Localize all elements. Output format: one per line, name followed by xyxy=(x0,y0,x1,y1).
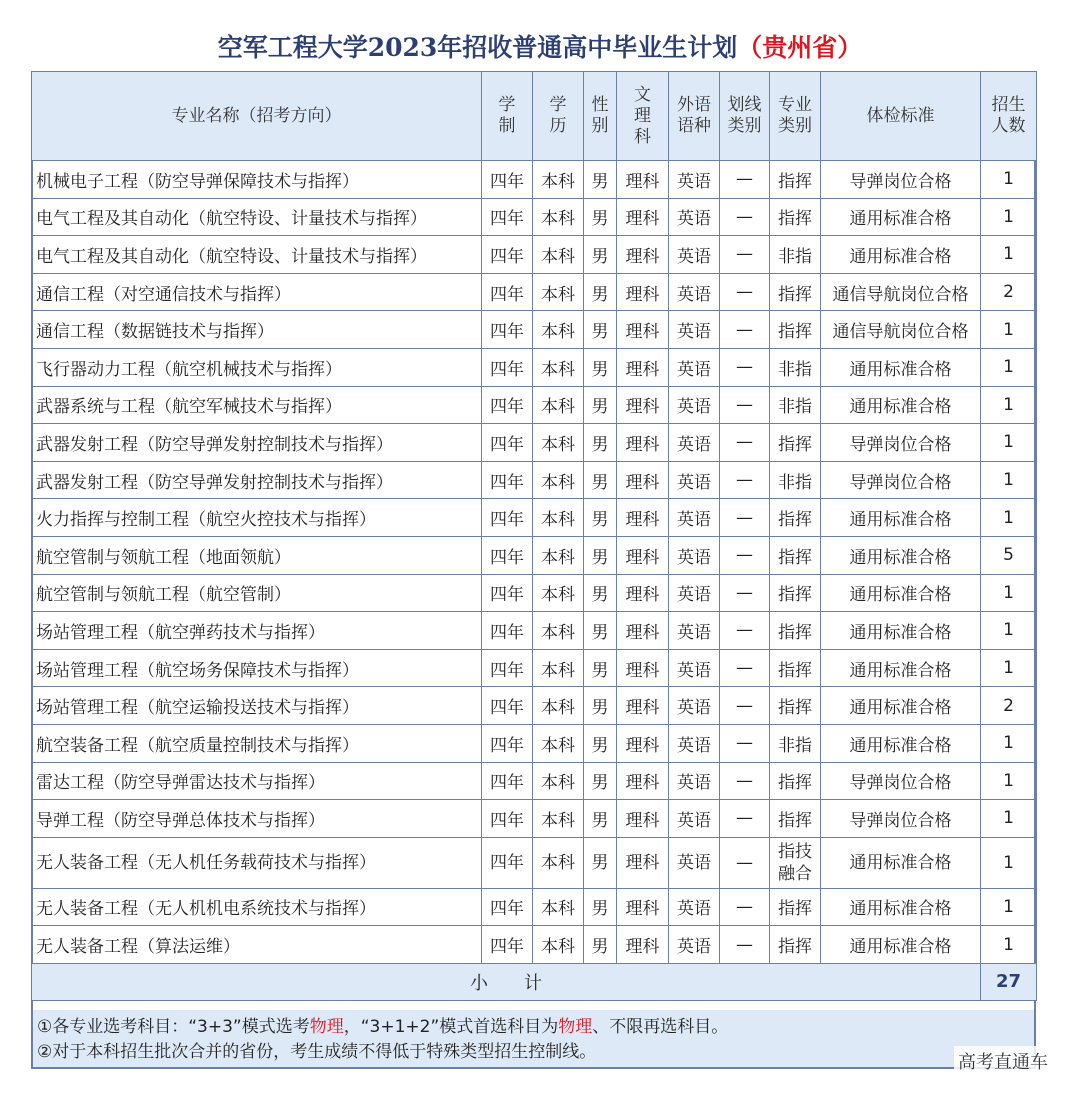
cell-major: 火力指挥与控制工程（航空火控技术与指挥） xyxy=(32,499,482,537)
cell-degree: 本科 xyxy=(533,926,584,964)
cell-degree: 本科 xyxy=(533,687,584,725)
cell-major: 场站管理工程（航空弹药技术与指挥） xyxy=(32,612,482,650)
cell-physical-standard: 通信导航岗位合格 xyxy=(821,311,981,349)
cell-track: 理科 xyxy=(617,800,669,838)
cell-degree: 本科 xyxy=(533,461,584,499)
cell-major-category: 指挥 xyxy=(770,273,821,311)
cell-language: 英语 xyxy=(669,499,720,537)
cell-enrollment: 1 xyxy=(981,499,1037,537)
cell-major-category: 指挥 xyxy=(770,800,821,838)
cell-major-category: 指挥 xyxy=(770,687,821,725)
cell-line-category: — xyxy=(720,724,770,762)
cell-language: 英语 xyxy=(669,762,720,800)
table-row xyxy=(32,198,1037,236)
cell-track: 理科 xyxy=(617,236,669,274)
cell-major-category: 非指 xyxy=(770,724,821,762)
header-enrollment: 招生 人数 xyxy=(981,72,1037,161)
cell-gender: 男 xyxy=(584,424,617,462)
cell-gender: 男 xyxy=(584,311,617,349)
cell-major: 电气工程及其自动化（航空特设、计量技术与指挥） xyxy=(32,198,482,236)
cell-gender: 男 xyxy=(584,574,617,612)
cell-major-category: 指挥 xyxy=(770,424,821,462)
cell-major: 航空管制与领航工程（地面领航） xyxy=(32,536,482,574)
cell-gender: 男 xyxy=(584,762,617,800)
cell-major: 场站管理工程（航空场务保障技术与指挥） xyxy=(32,649,482,687)
cell-language: 英语 xyxy=(669,649,720,687)
cell-gender: 男 xyxy=(584,499,617,537)
cell-major: 通信工程（对空通信技术与指挥） xyxy=(32,273,482,311)
cell-line-category: — xyxy=(720,236,770,274)
cell-line-category: — xyxy=(720,461,770,499)
cell-degree: 本科 xyxy=(533,612,584,650)
cell-duration: 四年 xyxy=(482,574,533,612)
cell-duration: 四年 xyxy=(482,348,533,386)
cell-track: 理科 xyxy=(617,311,669,349)
cell-degree: 本科 xyxy=(533,198,584,236)
table-row xyxy=(32,348,1037,386)
cell-major: 机械电子工程（防空导弹保障技术与指挥） xyxy=(32,161,482,199)
cell-language: 英语 xyxy=(669,800,720,838)
cell-degree: 本科 xyxy=(533,499,584,537)
table-row xyxy=(32,724,1037,762)
table-row xyxy=(32,236,1037,274)
cell-major: 武器发射工程（防空导弹发射控制技术与指挥） xyxy=(32,461,482,499)
cell-enrollment: 1 xyxy=(981,198,1037,236)
cell-degree: 本科 xyxy=(533,762,584,800)
cell-major: 导弹工程（防空导弹总体技术与指挥） xyxy=(32,800,482,838)
cell-duration: 四年 xyxy=(482,762,533,800)
cell-duration: 四年 xyxy=(482,236,533,274)
cell-line-category: — xyxy=(720,612,770,650)
subtotal-row xyxy=(32,963,1037,1000)
cell-language: 英语 xyxy=(669,612,720,650)
title-province: （贵州省） xyxy=(737,33,863,62)
cell-physical-standard: 通用标准合格 xyxy=(821,386,981,424)
table-row xyxy=(32,161,1037,199)
cell-gender: 男 xyxy=(584,837,617,888)
cell-language: 英语 xyxy=(669,888,720,926)
table-row xyxy=(32,424,1037,462)
header-degree: 学 历 xyxy=(533,72,584,161)
cell-enrollment: 2 xyxy=(981,687,1037,725)
cell-degree: 本科 xyxy=(533,800,584,838)
cell-track: 理科 xyxy=(617,724,669,762)
cell-physical-standard: 通用标准合格 xyxy=(821,724,981,762)
cell-degree: 本科 xyxy=(533,348,584,386)
cell-line-category: — xyxy=(720,888,770,926)
cell-track: 理科 xyxy=(617,424,669,462)
cell-track: 理科 xyxy=(617,198,669,236)
cell-duration: 四年 xyxy=(482,837,533,888)
table-row xyxy=(32,461,1037,499)
cell-enrollment: 1 xyxy=(981,311,1037,349)
cell-gender: 男 xyxy=(584,348,617,386)
cell-language: 英语 xyxy=(669,198,720,236)
cell-physical-standard: 通信导航岗位合格 xyxy=(821,273,981,311)
cell-enrollment: 1 xyxy=(981,386,1037,424)
cell-physical-standard: 导弹岗位合格 xyxy=(821,424,981,462)
cell-line-category: — xyxy=(720,499,770,537)
cell-major-category: 指挥 xyxy=(770,926,821,964)
cell-gender: 男 xyxy=(584,161,617,199)
table-row xyxy=(32,837,1037,888)
cell-enrollment: 2 xyxy=(981,273,1037,311)
cell-duration: 四年 xyxy=(482,800,533,838)
cell-enrollment: 1 xyxy=(981,888,1037,926)
cell-degree: 本科 xyxy=(533,273,584,311)
table-row xyxy=(32,536,1037,574)
cell-line-category: — xyxy=(720,687,770,725)
cell-major: 无人装备工程（无人机机电系统技术与指挥） xyxy=(32,888,482,926)
cell-duration: 四年 xyxy=(482,649,533,687)
subtotal-value: 27 xyxy=(981,963,1037,1000)
cell-major: 武器系统与工程（航空军械技术与指挥） xyxy=(32,386,482,424)
cell-physical-standard: 通用标准合格 xyxy=(821,348,981,386)
cell-enrollment: 5 xyxy=(981,536,1037,574)
cell-degree: 本科 xyxy=(533,311,584,349)
cell-language: 英语 xyxy=(669,837,720,888)
cell-physical-standard: 通用标准合格 xyxy=(821,649,981,687)
cell-language: 英语 xyxy=(669,574,720,612)
table-row xyxy=(32,574,1037,612)
cell-degree: 本科 xyxy=(533,386,584,424)
cell-track: 理科 xyxy=(617,926,669,964)
cell-major: 通信工程（数据链技术与指挥） xyxy=(32,311,482,349)
cell-major-category: 指技 融合 xyxy=(770,837,821,888)
header-language: 外语 语种 xyxy=(669,72,720,161)
cell-line-category: — xyxy=(720,198,770,236)
cell-major-category: 指挥 xyxy=(770,888,821,926)
cell-major: 无人装备工程（无人机任务载荷技术与指挥） xyxy=(32,837,482,888)
cell-physical-standard: 通用标准合格 xyxy=(821,926,981,964)
cell-major: 电气工程及其自动化（航空特设、计量技术与指挥） xyxy=(32,236,482,274)
cell-gender: 男 xyxy=(584,926,617,964)
cell-enrollment: 1 xyxy=(981,236,1037,274)
cell-gender: 男 xyxy=(584,800,617,838)
cell-major-category: 指挥 xyxy=(770,536,821,574)
cell-language: 英语 xyxy=(669,161,720,199)
cell-enrollment: 1 xyxy=(981,724,1037,762)
cell-gender: 男 xyxy=(584,236,617,274)
header-major-category: 专业 类别 xyxy=(770,72,821,161)
cell-duration: 四年 xyxy=(482,273,533,311)
header-track: 文 理 科 xyxy=(617,72,669,161)
cell-degree: 本科 xyxy=(533,236,584,274)
note-2: ②对于本科招生批次合并的省份，考生成绩不得低于特殊类型招生控制线。 xyxy=(37,1042,597,1062)
cell-language: 英语 xyxy=(669,926,720,964)
cell-line-category: — xyxy=(720,348,770,386)
cell-major-category: 非指 xyxy=(770,386,821,424)
cell-line-category: — xyxy=(720,273,770,311)
cell-physical-standard: 通用标准合格 xyxy=(821,198,981,236)
cell-degree: 本科 xyxy=(533,536,584,574)
cell-gender: 男 xyxy=(584,198,617,236)
cell-track: 理科 xyxy=(617,386,669,424)
cell-gender: 男 xyxy=(584,461,617,499)
cell-track: 理科 xyxy=(617,273,669,311)
table-row xyxy=(32,311,1037,349)
cell-line-category: — xyxy=(720,762,770,800)
cell-track: 理科 xyxy=(617,762,669,800)
cell-line-category: — xyxy=(720,649,770,687)
watermark: 高考直通车 xyxy=(954,1046,1052,1076)
cell-physical-standard: 通用标准合格 xyxy=(821,236,981,274)
cell-physical-standard: 导弹岗位合格 xyxy=(821,461,981,499)
cell-major-category: 指挥 xyxy=(770,649,821,687)
header-row xyxy=(32,72,1037,161)
table-row xyxy=(32,273,1037,311)
header-physical-standard: 体检标准 xyxy=(821,72,981,161)
cell-physical-standard: 导弹岗位合格 xyxy=(821,762,981,800)
cell-enrollment: 1 xyxy=(981,762,1037,800)
cell-enrollment: 1 xyxy=(981,348,1037,386)
cell-language: 英语 xyxy=(669,461,720,499)
cell-degree: 本科 xyxy=(533,724,584,762)
table-row xyxy=(32,649,1037,687)
cell-enrollment: 1 xyxy=(981,424,1037,462)
cell-physical-standard: 导弹岗位合格 xyxy=(821,161,981,199)
cell-physical-standard: 通用标准合格 xyxy=(821,536,981,574)
cell-language: 英语 xyxy=(669,424,720,462)
cell-line-category: — xyxy=(720,574,770,612)
cell-major-category: 指挥 xyxy=(770,311,821,349)
cell-degree: 本科 xyxy=(533,424,584,462)
cell-major-category: 指挥 xyxy=(770,612,821,650)
cell-major: 无人装备工程（算法运维） xyxy=(32,926,482,964)
cell-major: 武器发射工程（防空导弹发射控制技术与指挥） xyxy=(32,424,482,462)
cell-gender: 男 xyxy=(584,612,617,650)
cell-major: 航空装备工程（航空质量控制技术与指挥） xyxy=(32,724,482,762)
subtotal-label: 小 计 xyxy=(32,963,981,1000)
cell-track: 理科 xyxy=(617,612,669,650)
cell-duration: 四年 xyxy=(482,926,533,964)
cell-major: 飞行器动力工程（航空机械技术与指挥） xyxy=(32,348,482,386)
cell-track: 理科 xyxy=(617,888,669,926)
cell-degree: 本科 xyxy=(533,649,584,687)
header-line-category: 划线 类别 xyxy=(720,72,770,161)
cell-language: 英语 xyxy=(669,348,720,386)
cell-degree: 本科 xyxy=(533,888,584,926)
cell-line-category: — xyxy=(720,311,770,349)
cell-duration: 四年 xyxy=(482,161,533,199)
cell-duration: 四年 xyxy=(482,198,533,236)
cell-track: 理科 xyxy=(617,161,669,199)
cell-major: 航空管制与领航工程（航空管制） xyxy=(32,574,482,612)
cell-major-category: 非指 xyxy=(770,236,821,274)
cell-major-category: 指挥 xyxy=(770,762,821,800)
note-1: ①各专业选考科目：“3+3”模式选考物理，“3+1+2”模式首选科目为物理、不限再选科目。 xyxy=(37,1017,729,1037)
cell-duration: 四年 xyxy=(482,536,533,574)
table-row xyxy=(32,386,1037,424)
cell-physical-standard: 通用标准合格 xyxy=(821,612,981,650)
cell-gender: 男 xyxy=(584,649,617,687)
cell-major: 雷达工程（防空导弹雷达技术与指挥） xyxy=(32,762,482,800)
cell-physical-standard: 通用标准合格 xyxy=(821,574,981,612)
cell-duration: 四年 xyxy=(482,687,533,725)
cell-physical-standard: 导弹岗位合格 xyxy=(821,800,981,838)
header-duration: 学 制 xyxy=(482,72,533,161)
title-main: 空军工程大学2023年招收普通高中毕业生计划 xyxy=(217,33,738,62)
table-row xyxy=(32,762,1037,800)
cell-physical-standard: 通用标准合格 xyxy=(821,888,981,926)
cell-duration: 四年 xyxy=(482,724,533,762)
cell-track: 理科 xyxy=(617,499,669,537)
cell-language: 英语 xyxy=(669,273,720,311)
header-major: 专业名称（招考方向） xyxy=(32,72,482,161)
cell-line-category: — xyxy=(720,837,770,888)
cell-major-category: 指挥 xyxy=(770,499,821,537)
cell-gender: 男 xyxy=(584,536,617,574)
cell-duration: 四年 xyxy=(482,499,533,537)
cell-gender: 男 xyxy=(584,888,617,926)
cell-line-category: — xyxy=(720,161,770,199)
cell-major-category: 指挥 xyxy=(770,198,821,236)
cell-major-category: 指挥 xyxy=(770,161,821,199)
cell-track: 理科 xyxy=(617,837,669,888)
cell-physical-standard: 通用标准合格 xyxy=(821,499,981,537)
cell-degree: 本科 xyxy=(533,574,584,612)
cell-language: 英语 xyxy=(669,687,720,725)
cell-major-category: 非指 xyxy=(770,461,821,499)
cell-physical-standard: 通用标准合格 xyxy=(821,687,981,725)
cell-enrollment: 1 xyxy=(981,574,1037,612)
cell-gender: 男 xyxy=(584,273,617,311)
cell-track: 理科 xyxy=(617,649,669,687)
cell-gender: 男 xyxy=(584,724,617,762)
cell-line-category: — xyxy=(720,536,770,574)
cell-duration: 四年 xyxy=(482,612,533,650)
cell-gender: 男 xyxy=(584,687,617,725)
cell-track: 理科 xyxy=(617,461,669,499)
cell-line-category: — xyxy=(720,800,770,838)
cell-enrollment: 1 xyxy=(981,461,1037,499)
table-row xyxy=(32,926,1037,964)
cell-enrollment: 1 xyxy=(981,800,1037,838)
cell-duration: 四年 xyxy=(482,888,533,926)
table-row xyxy=(32,612,1037,650)
cell-major-category: 指挥 xyxy=(770,574,821,612)
cell-physical-standard: 通用标准合格 xyxy=(821,837,981,888)
cell-enrollment: 1 xyxy=(981,161,1037,199)
cell-enrollment: 1 xyxy=(981,837,1037,888)
cell-major: 场站管理工程（航空运输投送技术与指挥） xyxy=(32,687,482,725)
cell-language: 英语 xyxy=(669,386,720,424)
cell-language: 英语 xyxy=(669,236,720,274)
table-row xyxy=(32,499,1037,537)
table-row xyxy=(32,800,1037,838)
table-row xyxy=(32,687,1037,725)
cell-degree: 本科 xyxy=(533,837,584,888)
page-title xyxy=(0,28,1080,64)
cell-enrollment: 1 xyxy=(981,649,1037,687)
cell-duration: 四年 xyxy=(482,311,533,349)
header-gender: 性 别 xyxy=(584,72,617,161)
notes-box xyxy=(33,1010,1034,1067)
table-row xyxy=(32,888,1037,926)
cell-degree: 本科 xyxy=(533,161,584,199)
cell-track: 理科 xyxy=(617,687,669,725)
cell-track: 理科 xyxy=(617,348,669,386)
cell-language: 英语 xyxy=(669,311,720,349)
cell-major-category: 非指 xyxy=(770,348,821,386)
cell-line-category: — xyxy=(720,424,770,462)
cell-gender: 男 xyxy=(584,386,617,424)
cell-duration: 四年 xyxy=(482,386,533,424)
cell-enrollment: 1 xyxy=(981,926,1037,964)
cell-line-category: — xyxy=(720,926,770,964)
cell-duration: 四年 xyxy=(482,461,533,499)
cell-language: 英语 xyxy=(669,724,720,762)
cell-track: 理科 xyxy=(617,536,669,574)
cell-language: 英语 xyxy=(669,536,720,574)
enrollment-table xyxy=(31,71,1037,1001)
cell-track: 理科 xyxy=(617,574,669,612)
cell-line-category: — xyxy=(720,386,770,424)
cell-enrollment: 1 xyxy=(981,612,1037,650)
cell-duration: 四年 xyxy=(482,424,533,462)
